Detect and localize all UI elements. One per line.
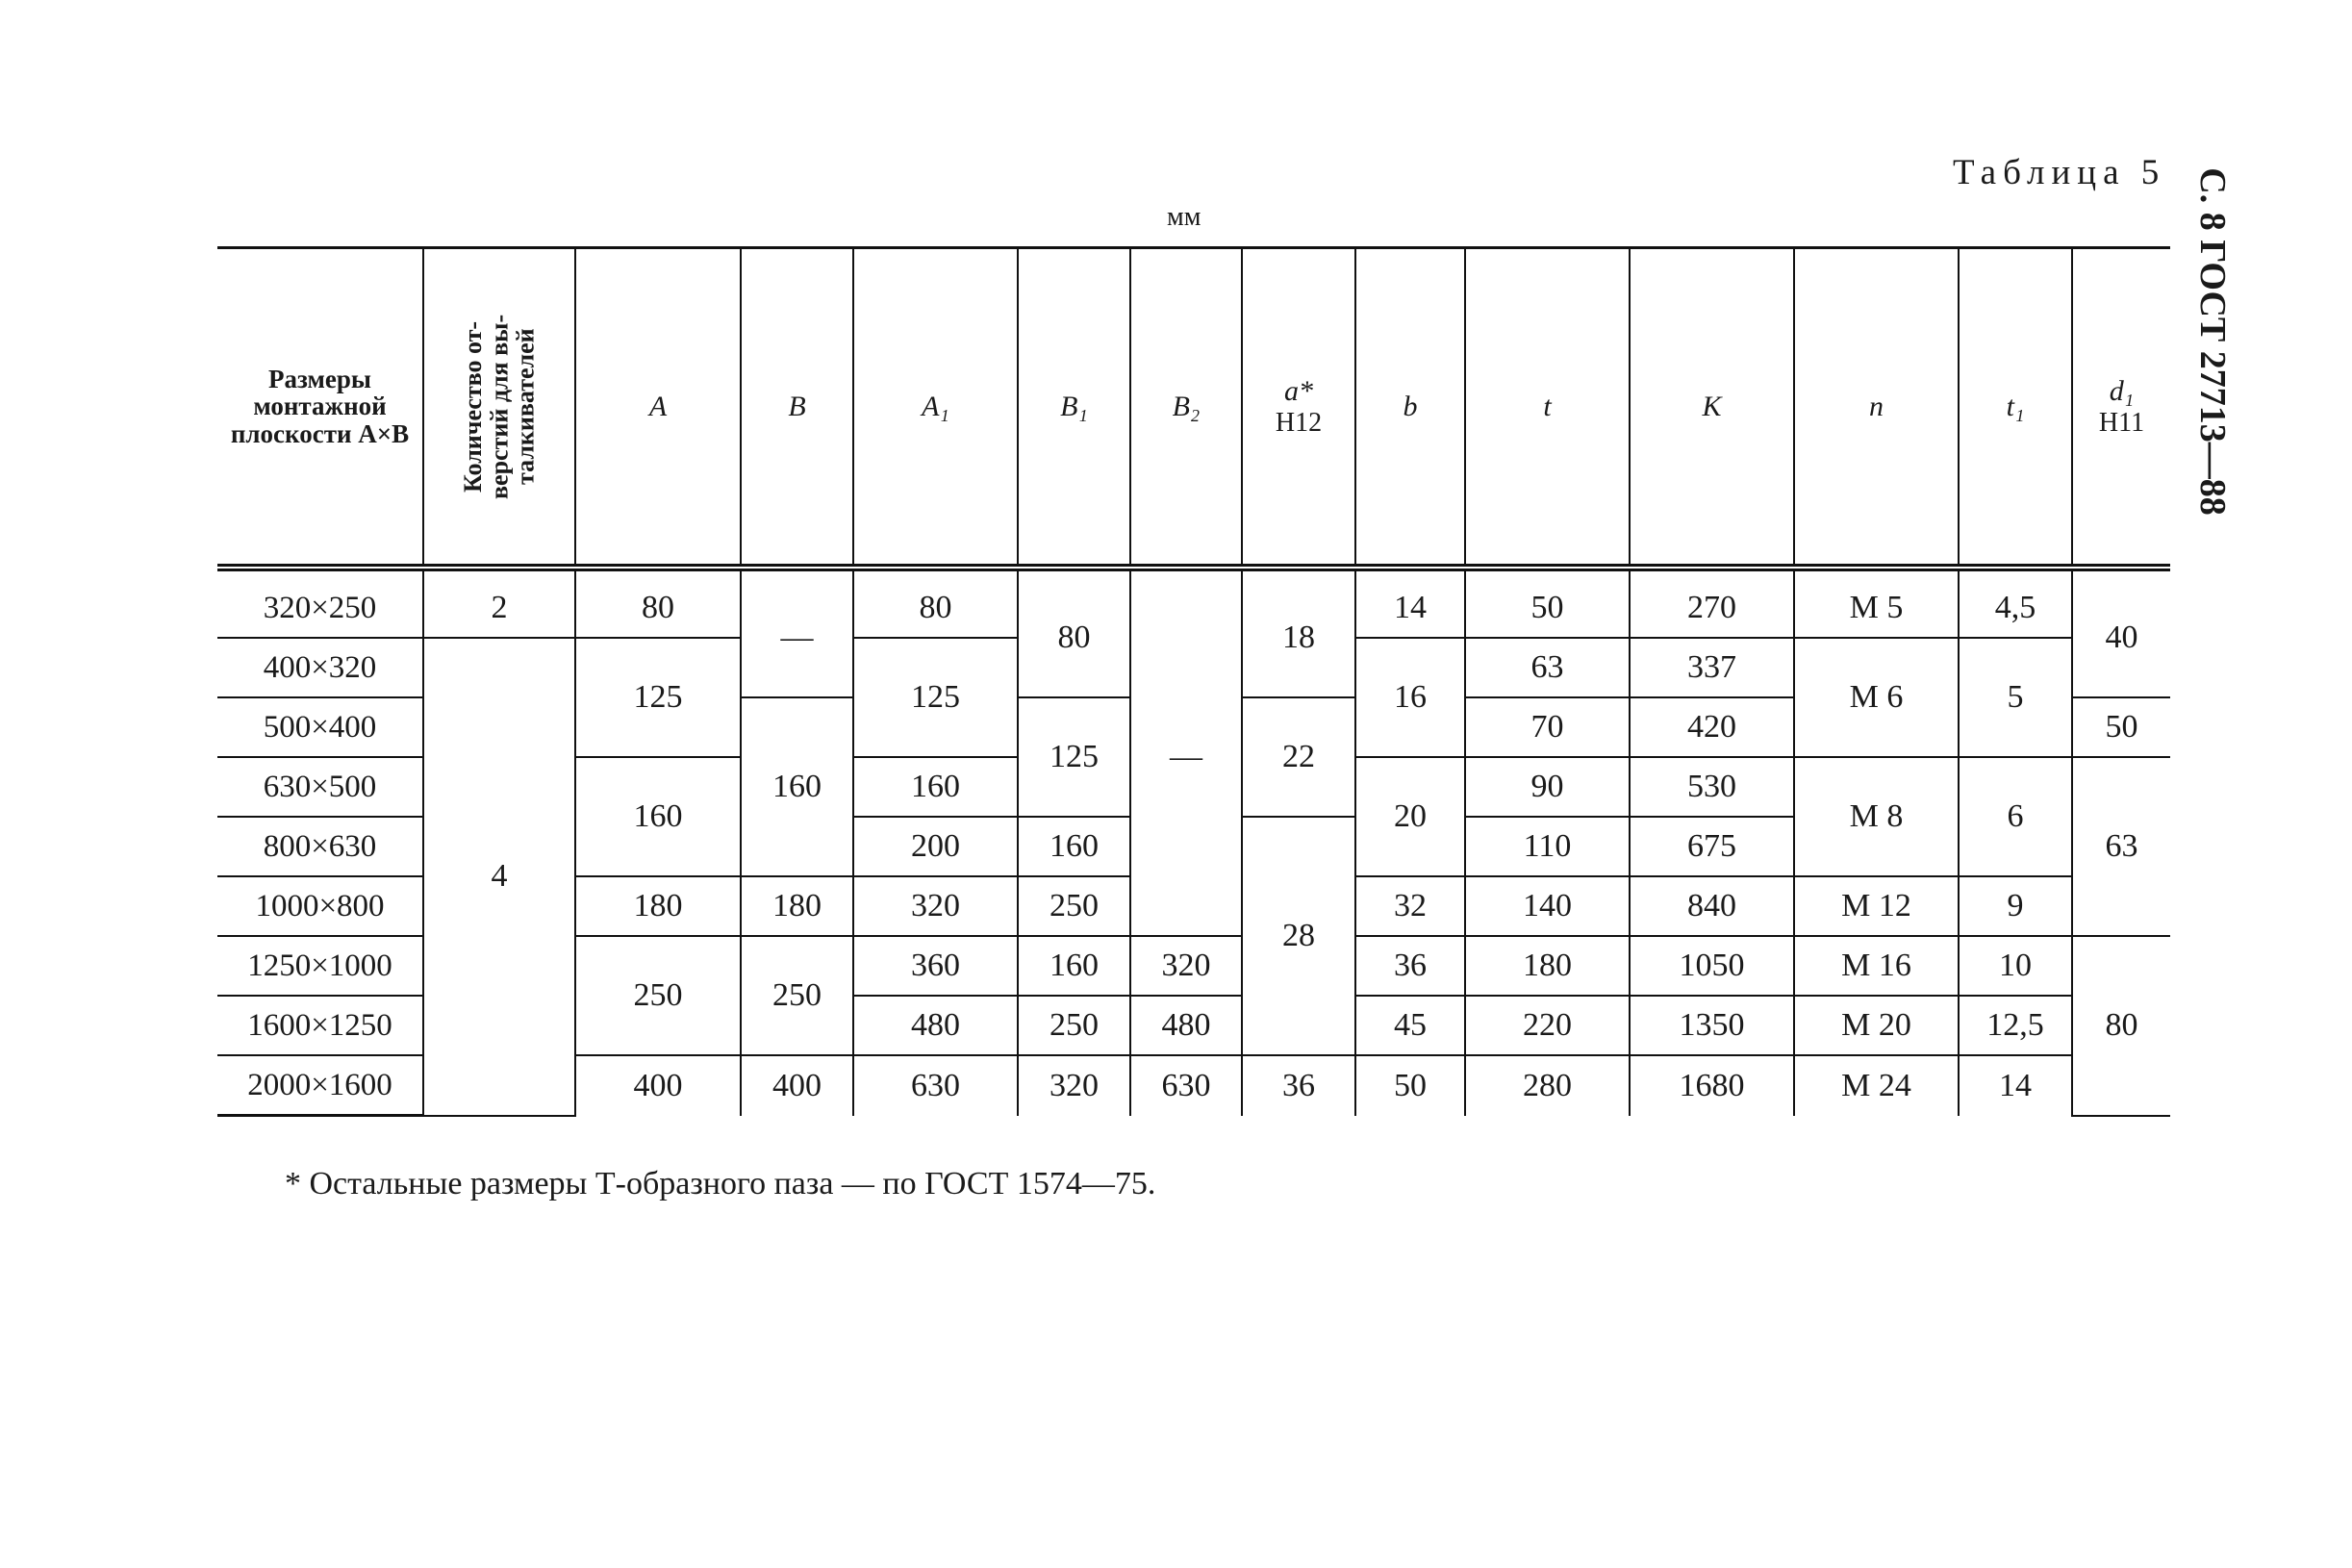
cell-A: 250 [575, 936, 741, 1055]
cell-A1: 630 [853, 1055, 1018, 1116]
cell-n: M 5 [1794, 568, 1959, 638]
cell-t: 70 [1465, 697, 1630, 757]
header-B1: B₁ [1018, 248, 1130, 569]
cell-t: 63 [1465, 638, 1630, 697]
header-B: B [741, 248, 853, 569]
cell-K: 337 [1630, 638, 1794, 697]
table-caption: Таблица 5 [1953, 153, 2166, 192]
cell-A1: 480 [853, 996, 1018, 1055]
cell-B1: 160 [1018, 817, 1130, 876]
cell-A1: 320 [853, 876, 1018, 936]
cell-K: 675 [1630, 817, 1794, 876]
cell-a: 18 [1242, 568, 1355, 697]
cell-size: 1600×1250 [217, 996, 423, 1055]
header-a [1242, 248, 1355, 569]
cell-B: 160 [741, 697, 853, 876]
cell-t1: 10 [1959, 936, 2072, 996]
cell-t: 50 [1465, 568, 1630, 638]
cell-A1: 360 [853, 936, 1018, 996]
cell-t1: 4,5 [1959, 568, 2072, 638]
cell-t: 220 [1465, 996, 1630, 1055]
units-label: мм [1167, 202, 1201, 232]
cell-size: 1000×800 [217, 876, 423, 936]
footnote: * Остальные размеры Т-образного паза — по ГОСТ 1574—75. [285, 1166, 1156, 1201]
cell-A1: 125 [853, 638, 1018, 757]
cell-t: 180 [1465, 936, 1630, 996]
cell-B2: 480 [1130, 996, 1242, 1055]
header-size: Размеры монтажной плоскости A×B [217, 248, 423, 569]
cell-A1: 200 [853, 817, 1018, 876]
header-t1: t₁ [1959, 248, 2072, 569]
cell-a: 36 [1242, 1055, 1355, 1116]
cell-B: 180 [741, 876, 853, 936]
cell-t: 110 [1465, 817, 1630, 876]
dimensions-table [217, 246, 2170, 1117]
cell-A: 180 [575, 876, 741, 936]
header-n: n [1794, 248, 1959, 569]
cell-t1: 12,5 [1959, 996, 2072, 1055]
header-t: t [1465, 248, 1630, 569]
cell-n: M 12 [1794, 876, 1959, 936]
cell-size: 630×500 [217, 757, 423, 817]
cell-K: 270 [1630, 568, 1794, 638]
cell-d1: 50 [2072, 697, 2170, 757]
cell-K: 1050 [1630, 936, 1794, 996]
cell-B1: 125 [1018, 697, 1130, 817]
cell-t: 90 [1465, 757, 1630, 817]
cell-K: 420 [1630, 697, 1794, 757]
cell-B2: — [1130, 568, 1242, 936]
cell-n: M 6 [1794, 638, 1959, 757]
cell-b: 14 [1355, 568, 1465, 638]
header-B2: B₂ [1130, 248, 1242, 569]
cell-a: 28 [1242, 817, 1355, 1055]
header-K: K [1630, 248, 1794, 569]
cell-size: 2000×1600 [217, 1055, 423, 1116]
cell-b: 32 [1355, 876, 1465, 936]
cell-B1: 320 [1018, 1055, 1130, 1116]
cell-n: M 16 [1794, 936, 1959, 996]
cell-b: 20 [1355, 757, 1465, 876]
cell-K: 1350 [1630, 996, 1794, 1055]
cell-K: 840 [1630, 876, 1794, 936]
cell-B1: 250 [1018, 876, 1130, 936]
cell-a: 22 [1242, 697, 1355, 817]
header-A1: A₁ [853, 248, 1018, 569]
header-A: A [575, 248, 741, 569]
cell-A1: 160 [853, 757, 1018, 817]
cell-t: 280 [1465, 1055, 1630, 1116]
cell-A: 125 [575, 638, 741, 757]
cell-B: 250 [741, 936, 853, 1055]
cell-B1: 80 [1018, 568, 1130, 697]
cell-t1: 6 [1959, 757, 2072, 876]
cell-A: 400 [575, 1055, 741, 1116]
cell-t1: 9 [1959, 876, 2072, 936]
cell-K: 1680 [1630, 1055, 1794, 1116]
cell-A: 160 [575, 757, 741, 876]
cell-size: 320×250 [217, 568, 423, 638]
cell-b: 45 [1355, 996, 1465, 1055]
cell-B: 400 [741, 1055, 853, 1116]
cell-b: 50 [1355, 1055, 1465, 1116]
cell-B2: 320 [1130, 936, 1242, 996]
cell-t1: 14 [1959, 1055, 2072, 1116]
cell-B: — [741, 568, 853, 697]
header-a-symbol: a* [1284, 374, 1313, 407]
cell-holes: 4 [423, 638, 575, 1116]
cell-d1: 80 [2072, 936, 2170, 1116]
cell-b: 36 [1355, 936, 1465, 996]
header-holes [423, 248, 575, 569]
cell-n: M 8 [1794, 757, 1959, 876]
cell-d1: 40 [2072, 568, 2170, 697]
table-row [217, 568, 2170, 638]
cell-size: 1250×1000 [217, 936, 423, 996]
header-d1 [2072, 248, 2170, 569]
cell-B1: 160 [1018, 936, 1130, 996]
header-d1-tolerance: H11 [2098, 407, 2145, 438]
cell-b: 16 [1355, 638, 1465, 757]
cell-d1: 63 [2072, 757, 2170, 936]
cell-size: 400×320 [217, 638, 423, 697]
cell-n: M 24 [1794, 1055, 1959, 1116]
running-head: С. 8 ГОСТ 27713—88 [2192, 167, 2233, 516]
header-d1-symbol: d₁ [2109, 374, 2135, 407]
cell-size: 500×400 [217, 697, 423, 757]
header-row [217, 248, 2170, 569]
header-a-tolerance: H12 [1275, 407, 1323, 438]
cell-holes: 2 [423, 568, 575, 638]
cell-t: 140 [1465, 876, 1630, 936]
cell-A1: 80 [853, 568, 1018, 638]
cell-t1: 5 [1959, 638, 2072, 757]
cell-K: 530 [1630, 757, 1794, 817]
header-b: b [1355, 248, 1465, 569]
header-holes-text: Количество от- верстий для вы- талкивателей [459, 314, 540, 499]
cell-size: 800×630 [217, 817, 423, 876]
cell-B2: 630 [1130, 1055, 1242, 1116]
cell-A: 80 [575, 568, 741, 638]
cell-B1: 250 [1018, 996, 1130, 1055]
cell-n: M 20 [1794, 996, 1959, 1055]
